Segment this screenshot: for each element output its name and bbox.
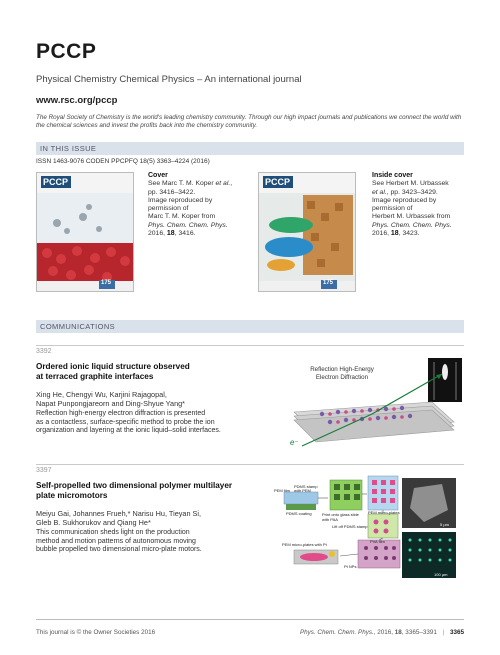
in-this-issue-band [36,142,464,155]
rheed-caption-2: Electron Diffraction [315,374,369,381]
authors-line: Xing He, Chengyi Wu, Karjini Rajagopal, [36,390,167,399]
article-divider [36,345,464,346]
footer-divider [36,619,464,620]
fig-label-pdms-coating: PDMS coating [286,511,312,516]
cover-line5: Marc T. M. Koper from [148,213,216,221]
article-authors [36,509,266,527]
fig-label-pt-nps: Pt NPs [344,564,357,569]
footer-citation [300,629,464,636]
inside-cover-thumb-title: PCCP [265,177,291,187]
issn-line: ISSN 1463-9076 CODEN PPCPFQ 18(5) 3363–4224 (2016) [36,158,210,165]
fig-label-print-onto: Print onto glass slide with PAA [322,512,359,522]
cover-volume: 18 [166,230,175,238]
fig-label-pem-film: PEM film [274,488,290,493]
cover-line2: pp. 3416–3422. [148,188,196,196]
abstract-line: organization and layering at the ionic liquid–solid interfaces. [36,427,221,435]
cover-etal: et al. [215,180,231,188]
cover-line1-suffix: , [230,180,233,188]
cover-journal: Phys. Chem. Chem. Phys. [148,221,228,229]
abstract-line: method and motion patterns of autonomous moving [36,537,196,545]
inside-cover-line3: Image reproduced by [372,196,437,204]
article-title-line: plate micromotors [36,491,108,500]
inside-cover-line1: See Herbert M. Urbassek [372,180,449,188]
fig-label-pem-micro-pt: PEM micro-plates with Pt [282,542,327,547]
fig-label-lift-off: Lift off PDMS stamp [332,524,368,529]
inside-cover-etal: et al. [372,188,387,196]
cover-image[interactable] [36,172,134,292]
inside-cover-line5: Herbert M. Urbassek from [372,213,451,221]
inside-cover-pages: , 3423. [398,230,420,238]
article-divider [36,464,464,465]
inside-cover-label: Inside cover [372,172,413,179]
abstract-line: as a contactless, surface-specific method to probe the ion [36,418,215,426]
cover-caption [148,172,243,238]
footer-pages: , 3365–3391 [401,629,437,636]
inside-cover-line4: permission of [372,205,413,213]
cover-pages: , 3416. [174,230,196,238]
rheed-figure [282,352,464,450]
journal-subtitle: Physical Chemistry Chemical Physics – An international journal [36,74,302,85]
article-title-line: at terraced graphite interfaces [36,372,154,381]
cover-year: 2016, [148,230,167,238]
inside-cover-caption [372,172,467,238]
article-title[interactable] [36,362,266,382]
in-this-issue-heading: IN THIS ISSUE [40,143,97,153]
article-title-line: Self-propelled two dimensional polymer multilayer [36,481,233,490]
fig-scale-2: 100 µm [434,572,448,577]
communications-band [36,320,464,333]
fig-label-pem-micro: PEM micro-plates [368,510,400,515]
authors-line: Meiyu Gai, Johannes Frueh,* Narisu Hu, Tieyan Si, [36,509,202,518]
fig-label-pva-film: PVA film [370,539,385,544]
article-page-number: 3392 [36,348,52,355]
cover-illustration [37,173,133,291]
footer-copyright: This journal is © the Owner Societies 2016 [36,629,156,636]
micromotor-figure [274,474,466,584]
footer-year: , 2016, [373,629,395,636]
inside-cover-badge: 175 [323,280,334,286]
fig-label-with-pem: with PEM [294,488,311,493]
article-page-number: 3397 [36,467,52,474]
article-authors [36,390,266,408]
inside-cover-year: 2016, [372,230,391,238]
inside-cover-illustration [259,173,355,291]
footer-page-number: 3365 [449,629,464,636]
authors-line: Gleb B. Sukhorukov and Qiang He* [36,518,151,527]
authors-line: Napat Punpongjareorn and Ding-Shyue Yang* [36,399,186,408]
abstract-line: Reflection high-energy electron diffraction is presented [36,410,206,417]
fig-label-pdms-stamp: PDMS stamp [294,484,318,489]
inside-cover-line1-suffix: , pp. 3423–3429. [386,188,438,196]
footer-separator: | [442,629,445,636]
cover-label: Cover [148,172,168,179]
footer-volume: 18 [394,629,402,636]
inside-cover-image[interactable] [258,172,356,292]
rheed-caption-1: Reflection High-Energy [310,366,374,373]
article-abstract [36,410,276,436]
cover-line1: See Marc T. M. Koper [148,180,216,188]
fig-scale-1: 5 µm [440,522,449,527]
cover-line3: Image reproduced by [148,196,213,204]
cover-thumb-title: PCCP [43,177,69,187]
rsc-blurb: The Royal Society of Chemistry is the world's leading chemistry community. Through our high impact journals and publications we connect the world with the chemical sciences and invest the profits back into the chemistry community. [36,114,462,130]
cover-line4: permission of [148,205,189,213]
rheed-illustration [282,352,464,450]
cover-badge: 175 [101,280,112,286]
footer-journal: Phys. Chem. Chem. Phys. [299,629,374,636]
abstract-line: This communication sheds light on the production [36,529,190,536]
inside-cover-journal: Phys. Chem. Chem. Phys. [372,221,452,229]
article-abstract [36,529,276,555]
electron-beam-label: e⁻ [290,438,299,447]
article-title[interactable] [36,481,266,501]
abstract-line: bubble propelled two dimensional micro-plate motors. [36,546,202,554]
communications-heading: COMMUNICATIONS [40,321,116,331]
journal-url[interactable]: www.rsc.org/pccp [36,95,118,106]
inside-cover-volume: 18 [390,230,399,238]
journal-title: PCCP [36,40,97,63]
article-title-line: Ordered ionic liquid structure observed [36,362,190,371]
